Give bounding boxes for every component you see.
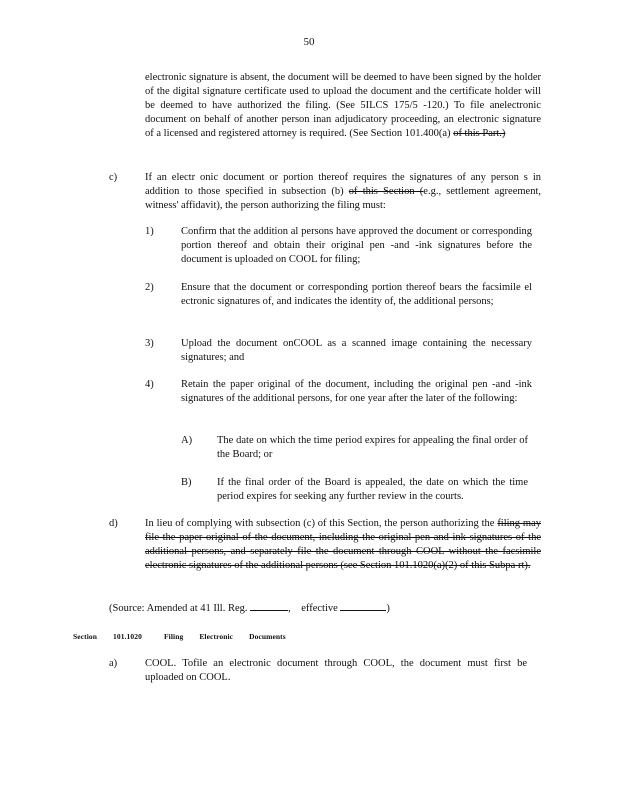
item-c-paragraph [145,171,541,213]
item-c-struck-text: of this Section ( [348,186,424,197]
intro-text: electronic signature is absent, the document will be deemed to have been signed by the holder of the digital signature certificate used to upload the document and the certificate holder will be deemed to have authorized the filing. (See 5ILCS 175/5 -120.) To file anelectronic document on behalf of another person inan adjudicatory proceeding, an electronic signature of a licensed and registered attorney is required. (See Section 101.400(a) [145,72,541,139]
subitem-4-text: Retain the paper original of the document, including the original pen -and -ink signatures of the additional persons, for one year after the later of the following: [181,379,532,404]
section-heading-title: Filing Electronic Documents [164,632,286,641]
subsubitem-a-label: A) [181,435,193,446]
subitem-3-text: Upload the document onCOOL as a scanned image containing the necessary signatures; and [181,338,532,363]
source-prefix: (Source: Amended at 41 Ill. Reg. [109,603,248,614]
source-comma: , [288,603,291,614]
page-number: 50 [303,36,315,48]
item-a-text: COOL. Tofile an electronic document through COOL, the document must first be uploaded on COOL. [145,658,527,683]
subsubitem-b-label: B) [181,477,192,488]
source-date-blank [340,601,386,611]
subitem-1-text: Confirm that the addition al persons have approved the document or corresponding portion thereof and obtain their original pen -and -ink signatures before the document is uploaded on COOL for filing; [181,226,532,265]
item-c-text-2: e.g., settlement agreement, witness' affidavit), the person authorizing the filing must: [145,186,541,211]
item-d-paragraph [145,517,541,573]
subsubitem-b-text: If the final order of the Board is appealed, the date on which the time period expires for seeking any further review in the courts. [217,477,528,502]
subitem-2-text: Ensure that the document or corresponding portion thereof bears the facsimile el ectronic signatures of, and indicates the identity of, the additional persons; [181,282,532,307]
source-reg-blank [250,601,288,611]
source-suffix: ) [386,603,390,614]
section-heading-label: Section [73,632,98,641]
intro-struck-text: of this Part.) [453,128,506,139]
subitem-4-label: 4) [145,379,154,390]
subitem-1-label: 1) [145,226,154,237]
subitem-3-label: 3) [145,338,154,349]
item-c-label: c) [109,172,118,183]
subitem-2-label: 2) [145,282,154,293]
section-heading-number: 101.1020 [113,632,142,641]
item-d-text: In lieu of complying with subsection (c) of this Section, the person authorizing the [145,518,498,529]
item-a-label: a) [109,658,118,669]
intro-paragraph [145,71,541,141]
subsubitem-a-text: The date on which the time period expires for appealing the final order of the Board; or [217,435,528,460]
item-c-text-1: If an electr onic document or portion thereof requires the signatures of any person s in addition to those specified in subsection (b) [145,172,541,197]
item-d-label: d) [109,518,118,529]
item-d-struck-text: filing may file the paper original of the document, including the original pen and ink signatures of the additional persons, and separately file the document through COOL without the facsimile electronic signatures of the additional persons (see Section 101.1020(a)(2) of this Subpa rt). [145,518,541,571]
source-note [109,601,390,616]
source-effective: effective [301,603,338,614]
